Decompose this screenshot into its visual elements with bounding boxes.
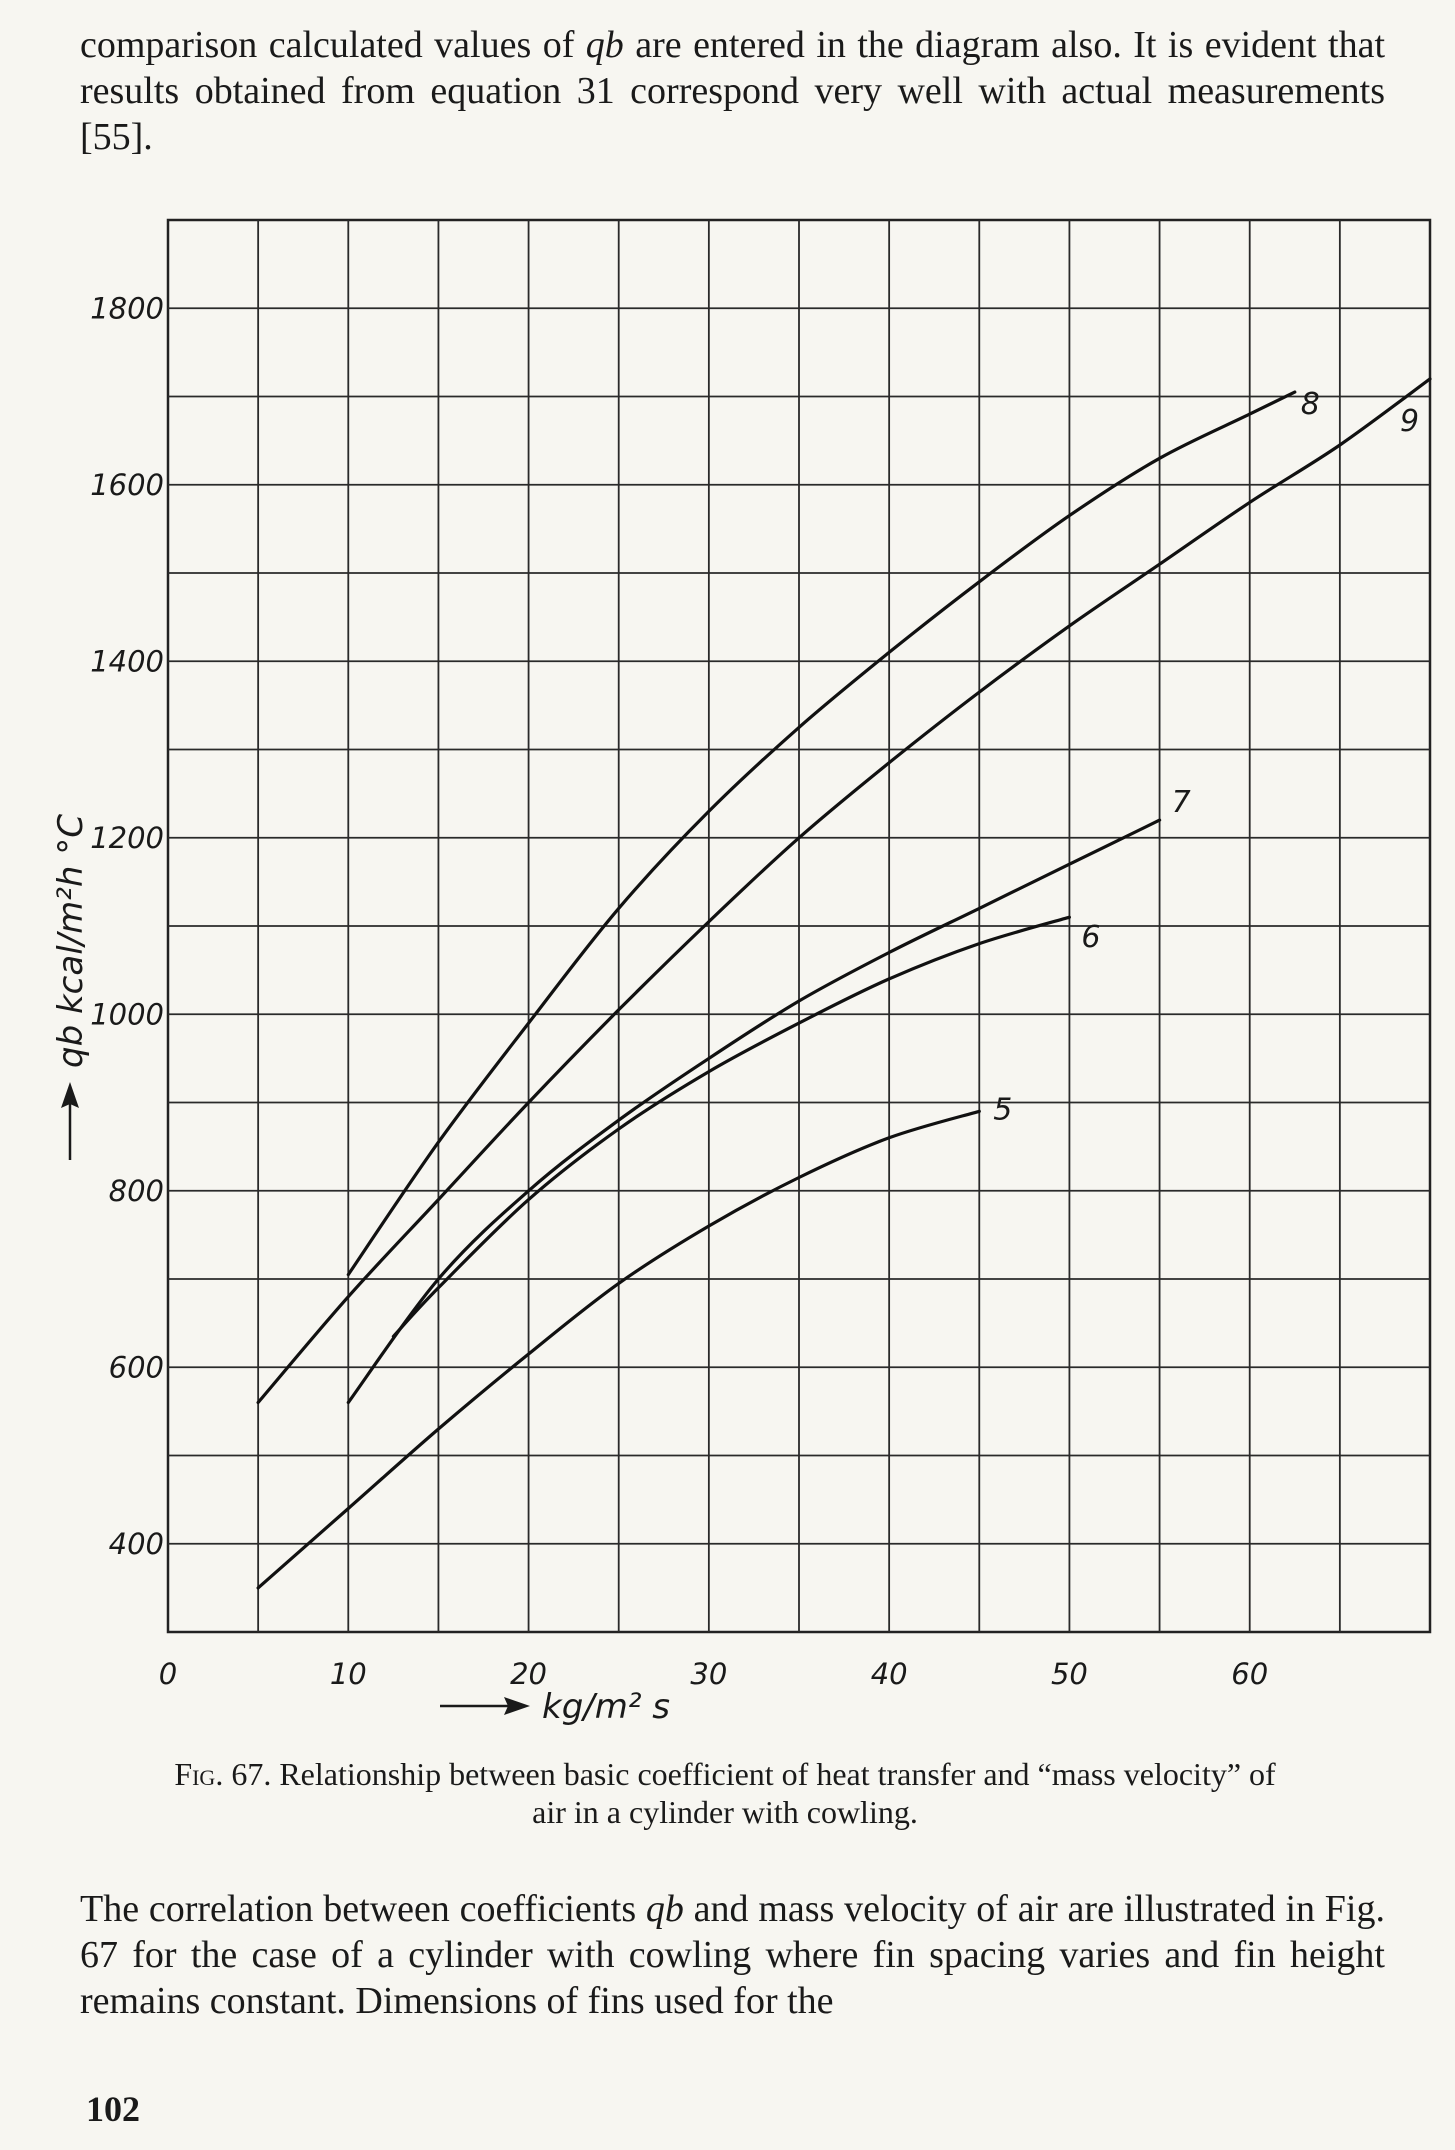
curve-label-7: 7: [1171, 785, 1191, 821]
y-axis-label-group: [51, 814, 91, 1160]
curve-label-8: 8: [1300, 387, 1320, 423]
x-tick-label: 20: [510, 1657, 548, 1691]
x-axis-label: kg/m² s: [542, 1687, 670, 1727]
page-number: 102: [86, 2089, 140, 2129]
y-tick-label: 1800: [90, 291, 164, 326]
x-tick-label: 60: [1231, 1657, 1269, 1691]
x-tick-label: 30: [690, 1657, 728, 1691]
y-tick-label: 800: [108, 1173, 164, 1208]
x-tick-label: 40: [870, 1657, 908, 1691]
y-tick-label: 400: [108, 1526, 164, 1561]
top-paragraph-text-2: are entered in the diagram also. It is evident that results obtained from equation 31 correspond very well with actual measurements [55].: [80, 24, 1385, 158]
chart-grid: [168, 220, 1430, 1632]
figure-caption: [160, 1755, 1290, 1831]
y-tick-label: 1400: [90, 644, 164, 679]
curve-label-9: 9: [1400, 403, 1420, 439]
y-tick-label: 1600: [90, 467, 164, 502]
top-paragraph-text-1: comparison calculated values of: [80, 24, 586, 66]
chart-curves: [258, 379, 1430, 1588]
curve-label-5: 5: [993, 1092, 1013, 1128]
x-axis-label-group: [440, 1687, 670, 1727]
y-tick-label: 1200: [90, 820, 164, 855]
qb-symbol: qb: [645, 1888, 684, 1930]
x-tick-label: 10: [329, 1657, 367, 1691]
curve-label-6: 6: [1081, 920, 1101, 956]
y-tick-label: 1000: [90, 997, 164, 1032]
bottom-paragraph-text-2: and mass velocity of air are illustrated in Fig. 67 for the case of a cylinder with cowling where fin spacing varies and fin height remains constant. Dimensions of fins used for the: [80, 1888, 1385, 2022]
curve-6: [393, 917, 1069, 1336]
x-tick-label: 0: [158, 1657, 178, 1691]
figure-label: Fig. 67.: [174, 1756, 272, 1792]
chart-labels: [51, 291, 1419, 1727]
qb-symbol: qb: [585, 24, 624, 66]
bottom-paragraph: [80, 1886, 1385, 2024]
y-tick-label: 600: [108, 1350, 164, 1385]
bottom-paragraph-text-1: The correlation between coefficients: [80, 1888, 646, 1930]
figure-caption-text: Relationship between basic coefficient of heat transfer and “mass velocity” of air in a cylinder with cowling.: [271, 1756, 1276, 1830]
curve-9: [258, 379, 1430, 1403]
curve-7: [348, 820, 1159, 1402]
y-axis-label: qb kcal/m²h °C: [51, 814, 91, 1068]
x-tick-label: 50: [1050, 1657, 1088, 1691]
